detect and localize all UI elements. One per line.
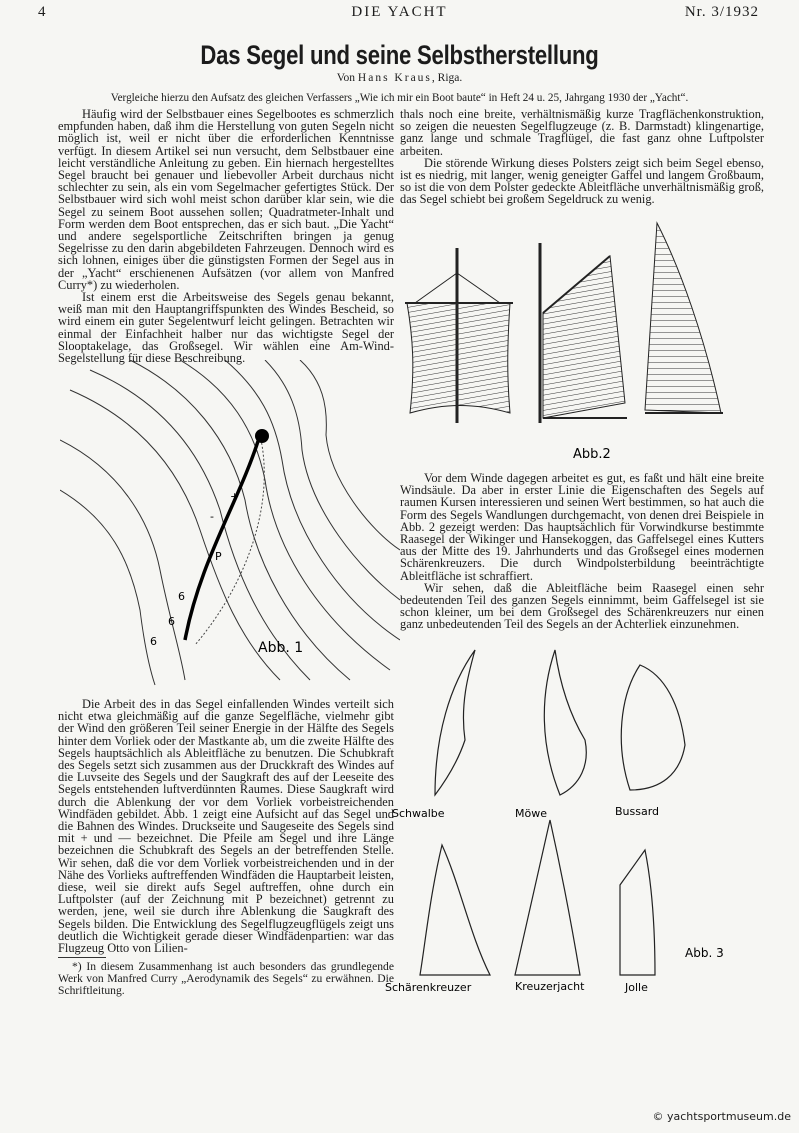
paragraph: Die Arbeit des in das Segel einfallenden Windes verteilt sich nicht etwa gleichmäßig auf die ganze Segelfläche, vielmehr gibt der Wind den größeren Teil seiner Energie in der Hälfte des Segels hinter dem Vorliek oder der Mastkante ab, um die zweite Hälfte des Segels hauptsächlich als Ableitfläche zu benutzen. Die Schubkraft des Segels setzt sich zusammen aus der Druckkraft des Windes auf die Luvseite des Segels und der Saugkraft des auf der Leeseite des Segels entstehenden luftverdünnten Raumes. Diese Saugkraft wird durch die Ablenkung der vor dem Vorliek vorbeistreichenden Windfäden gebildet. Abb. 1 zeigt eine Aufsicht auf das Segel und die Bahnen des Windes. Druckseite und Saugeseite des Segels sind mit + und — bezeichnet. Die Pfeile am Segel und ihre Länge bezeichnen die Schubkraft des Segels an der betreffenden Stelle. Wir sehen, daß die vor dem Vorliek vorbeistreichenden und in der Nähe des Vorlieks auftreffenden Windfäden die Hauptarbeit leisten, diese, weil sie direkt aufs Segel auftreffen, ohne durch ein Luftpolster (auf der Zeichnung mit P bezeichnet) getrennt zu werden, jene, weil sie durch ihre Ablenkung die Saugkraft des Segels bilden. Die Entwicklung des Segelflugzeugflügels zeigt uns deutlich die Wichtigkeit gerade dieser Windfädenpartien: war das Flugzeug Otto von Lilien- xyxy=(58,697,394,956)
right-column-top xyxy=(400,108,764,206)
left-column-top xyxy=(58,108,394,364)
journal-name: DIE YACHT xyxy=(351,4,448,20)
left-column-bottom xyxy=(58,698,394,954)
bird-label: Möwe xyxy=(515,807,547,820)
sail-label: Schärenkreuzer xyxy=(385,981,472,994)
buzzard-wing xyxy=(621,665,685,790)
author-location: , Riga. xyxy=(431,72,463,84)
footnote-rule xyxy=(58,957,106,958)
byline-prefix: Von xyxy=(336,72,356,84)
sail-profile xyxy=(185,435,260,640)
dinghy-sail xyxy=(620,850,655,975)
paragraph: thals noch eine breite, verhältnismäßig kurze Tragflächenkonstruktion, so zeigen die neuesten Segelflugzeuge (z. B. Darmstadt) klingenartige, ganz lange und schmale Tragflügel, die fast ganz ohne Luftpolster arbeiten. xyxy=(400,107,764,158)
intro-note: Vergleiche hierzu den Aufsatz des gleichen Verfassers „Wie ich mir ein Boot baute“ in Heft 24 u. 25, Jahrgang 1930 der „Yacht“. xyxy=(110,92,689,104)
gull-wing xyxy=(544,650,586,795)
bird-label: Schwalbe xyxy=(392,807,445,820)
sail-label: Kreuzerjacht xyxy=(515,980,585,993)
paragraph: Die störende Wirkung dieses Polsters zeigt sich beim Segel ebenso, ist es niedrig, mit langer, wenig geneigter Gaffel und langem Großbaum, so ist die von dem Polster gedeckte Ableitfläche unverhältnismäßig groß, das Segel schiebt bei großem Segeldruck zu wenig. xyxy=(400,155,764,207)
mark: 6 xyxy=(168,615,175,628)
air-cushion-outline xyxy=(195,435,264,645)
paragraph: Häufig wird der Selbstbauer eines Segelbootes es schmerzlich empfunden haben, daß ihm die Herstellung von guten Segeln nicht möglich ist, weil er nicht über die erforderlichen Kenntnisse verfügt. In diesem Artikel sei nun versucht, dem Selbstbauer eine leicht verständliche Anleitung zu geben. Ein hiernach hergestelltes Segel braucht bei genauer und liebevoller Arbeit durchaus nicht schlechter zu sein, als ein vom Segelmacher gefertigtes Stück. Der Selbstbauer wird sich wohl meist schon darüber klar sein, wie die Segel zu seinem Boot aussehen sollen; Quadratmeter-Inhalt und Form werden dem Boot entsprechen, das er sich baut. „Die Yacht“ und andere segelsportliche Zeitschriften bringen ja genug Segelrisse zu den darin abgebildeten Fahrzeugen. Dennoch wird es sich lohnen, einiges über die günstigsten Formen der Segel aus in der „Yacht“ erschienenen Aufsätzen (vor allem von Manfred Curry*) zu wiederholen. xyxy=(58,107,394,292)
figure-label: Abb.2 xyxy=(573,447,611,462)
mark: - xyxy=(210,510,214,523)
skerry-cruiser-sail xyxy=(420,845,490,975)
figure-abb2 xyxy=(395,218,735,463)
figure-label: Abb. 1 xyxy=(258,640,304,656)
square-sail xyxy=(405,248,513,423)
mast-icon xyxy=(255,429,269,443)
footnote: *) In diesem Zusammenhang ist auch besonders das grundlegende Werk von Manfred Curry „Aerodynamik des Segels“ zu erwähnen. Die Schriftleitung. xyxy=(58,960,394,997)
issue-number: Nr. 3/1932 xyxy=(684,4,759,20)
watermark: © yachtsportmuseum.de xyxy=(652,1110,791,1123)
paragraph: Wir sehen, daß die Ableitfläche beim Raasegel einen sehr bedeutenden Teil des ganzen Segels einnimmt, beim Gaffelsegel ist sie schon kleiner, um bei dem Großsegel des Schärenkreuzers nur einen ganz unbedeutenden Teil des Segels an der Achterliek einzunehmen. xyxy=(400,580,764,632)
gaff-sail xyxy=(540,243,627,423)
cruiser-yacht-sail xyxy=(515,820,580,975)
paragraph: Vor dem Winde dagegen arbeitet es gut, es faßt und hält eine breite Windsäule. Da aber in erster Linie die Eigenschaften des Segels auf raumen Kursen interessieren und seinen Wert bestimmen, so hat auch die Form des Segels Wandlungen durchgemacht, von denen drei Beispiele in Abb. 2 gezeigt werden: Das hauptsächlich für Vorwindkurse bestimmte Raasegel der Wikinger und Hansekoggen, das Gaffelsegel eines Kutters aus der Mitte des 19. Jahrhunderts und das Großsegel eines modernen Schärenkreuzers. Die durch Windpolsterbildung beeinträchtigte Ableitfläche ist schraffiert. xyxy=(400,471,764,583)
wind-streamlines xyxy=(60,360,400,685)
bird-label: Bussard xyxy=(615,805,660,818)
figure-label: Abb. 3 xyxy=(685,946,724,960)
bermuda-sail xyxy=(645,223,723,413)
mark: P xyxy=(215,550,222,563)
page-number: 4 xyxy=(38,4,47,20)
author: Hans Kraus xyxy=(357,72,432,84)
mark: 6 xyxy=(178,590,185,603)
swallow-wing xyxy=(435,650,475,795)
figure-abb3 xyxy=(380,645,760,1000)
paragraph: Ist einem erst die Arbeitsweise des Segels genau bekannt, weiß man mit den Hauptangriffspunkten des Windes Bescheid, so wird einem ein guter Segelentwurf leicht gelingen. Betrachten wir einmal der Einfachheit halber nur das wichtigste Segel der Slooptakelage, das Großsegel. Wir wählen eine Am-Wind-Segelstellung für diese Beschreibung. xyxy=(58,290,394,366)
figure-abb1 xyxy=(60,360,400,690)
mark: 6 xyxy=(150,635,157,648)
sail-label: Jolle xyxy=(625,981,648,994)
mark: + xyxy=(230,490,240,503)
right-column-bottom xyxy=(400,472,764,631)
byline xyxy=(0,72,799,84)
article-title: Das Segel und seine Selbstherstellung xyxy=(200,40,599,70)
